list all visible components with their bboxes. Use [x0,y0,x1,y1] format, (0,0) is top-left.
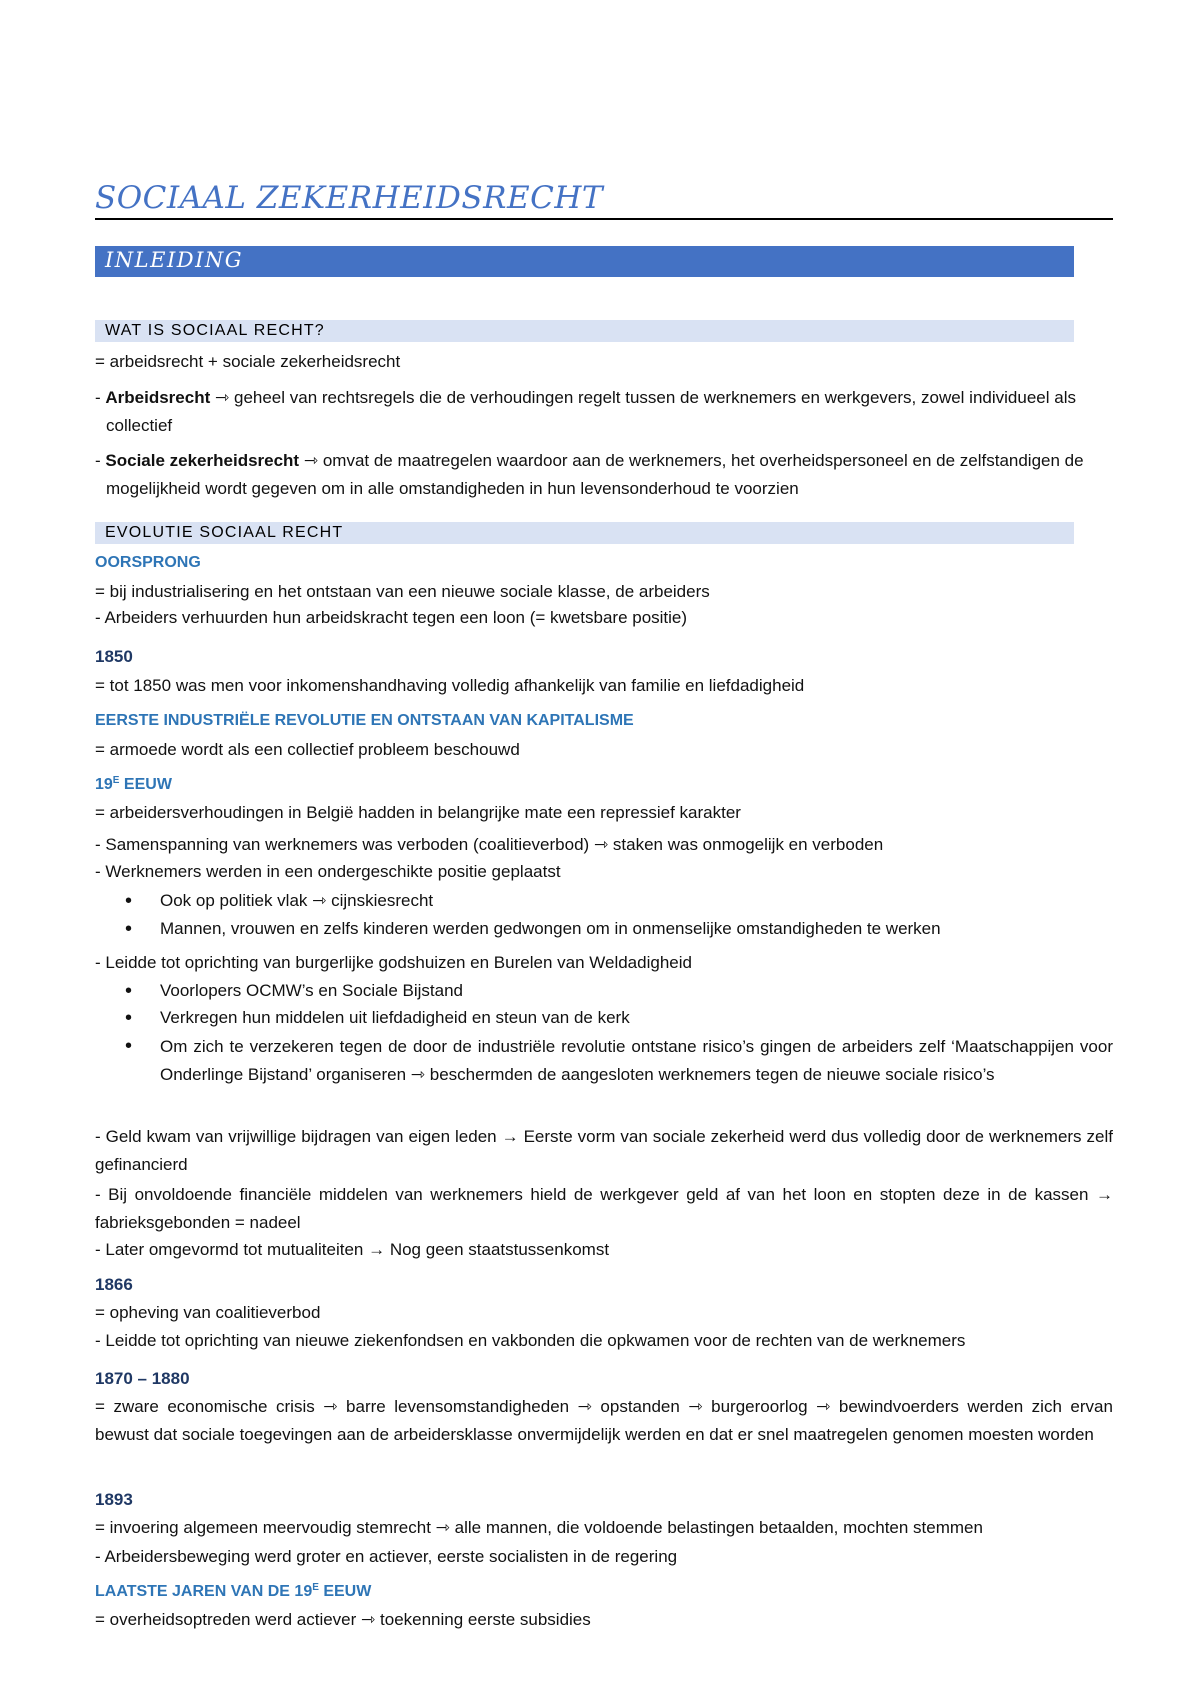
right-arrow-icon: → [501,1127,519,1146]
heading-evolutie [95,522,1074,544]
text-line: = arbeidersverhoudingen in België hadden in belangrijke mate een repressief karakter [95,803,741,822]
text-paragraph [95,1393,1113,1449]
arrow-icon: ⇾ [312,891,327,910]
arrow-icon: ⇾ [435,1518,450,1537]
text-part: Om zich te verzekeren tegen de door de industriële revolutie ontstane risico’s gingen de arbeiders zelf ‘Maatschappijen voor Onderlinge Bijstand’ organiseren [160,1037,1113,1084]
heading-evolutie-text: EVOLUTIE SOCIAAL RECHT [105,524,344,541]
arrow-icon: ⇾ [593,835,609,854]
text-line: = tot 1850 was men voor inkomenshandhaving volledig afhankelijk van familie en liefdadigheid [95,676,805,695]
heading-wat-is-text: WAT IS SOCIAAL RECHT? [105,322,325,339]
bullet-item: • Verkregen hun middelen uit liefdadigheid en steun van de kerk [160,1008,630,1028]
arbeidsrecht-term: Arbeidsrecht [105,388,211,407]
text-part: alle mannen, die voldoende belastingen betaalden, mochten stemmen [454,1518,983,1537]
subheading-19e-eeuw [95,775,172,794]
text-line [95,1610,591,1630]
text-paragraph [95,1181,1113,1237]
text-part: cijnskiesrecht [331,891,434,910]
subheading-oorsprong: OORSPRONG [95,554,201,571]
text-line: = armoede wordt als een collectief probleem beschouwd [95,740,520,759]
sz-term: Sociale zekerheidsrecht [105,451,300,470]
text-part: = zware economische crisis [95,1397,315,1416]
subheading-laatste-jaren [95,1582,371,1601]
text-part: Nog geen staatstussenkomst [389,1240,610,1259]
heading-inleiding [95,246,1074,277]
arrow-icon: ⇾ [688,1397,703,1416]
text-line: = opheving van coalitieverbod [95,1303,321,1322]
text-part: - Bij onvoldoende financiële middelen van werknemers hield de werkgever geld af van het loon en stopten deze in de kassen [95,1185,1089,1204]
text-line [95,1240,609,1260]
bullet-item: • Voorlopers OCMW’s en Sociale Bijstand [160,981,463,1001]
heading-wat-is-sociaal-recht [95,320,1074,342]
heading-inleiding-text: INLEIDING [105,248,244,272]
bullet-item: • Mannen, vrouwen en zelfs kinderen werden gedwongen om in onmenselijke omstandigheden te werken [160,919,941,939]
text-line [95,835,883,855]
arrow-icon: ⇾ [410,1065,426,1084]
text-part: bewindvoerders werden zich ervan bewust dat sociale toegevingen aan de arbeidersklasse onvermijdelijk werden en dat er snel maatregelen genomen moesten worden [95,1397,1113,1444]
text-part: Eerste vorm van sociale zekerheid werd dus volledig door de werknemers zelf gefinancierd [95,1127,1113,1174]
title-underline [95,218,1113,220]
subheading-1866: 1866 [95,1275,133,1294]
text-part: - Samenspanning van werknemers was verboden (coalitieverbod) [95,835,590,854]
bullet-item [160,891,433,911]
c19-number: 19 [95,776,113,793]
text-part: - Geld kwam van vrijwillige bijdragen van eigen leden [95,1127,497,1146]
text-line [95,1518,983,1538]
text-line: - Werknemers werden in een ondergeschikte positie geplaatst [95,862,561,881]
text-part: toekenning eerste subsidies [380,1610,591,1629]
text-part: staken was onmogelijk en verboden [612,835,884,854]
text-part: Ook op politiek vlak [160,891,308,910]
c19-label: EEUW [119,776,172,793]
subheading-1850: 1850 [95,647,133,666]
text-part: beschermden de aangesloten werknemers tegen de nieuwe sociale risico’s [429,1065,995,1084]
text-line: - Leidde tot oprichting van nieuwe ziekenfondsen en vakbonden die opkwamen voor de rechten van de werknemers [95,1331,966,1350]
text-part: = overheidsoptreden werd actiever [95,1610,357,1629]
text-part: burgeroorlog [711,1397,808,1416]
text-line: - Leidde tot oprichting van burgerlijke godshuizen en Burelen van Weldadigheid [95,953,692,972]
subheading-1870-1880: 1870 – 1880 [95,1369,190,1388]
text-part: fabrieksgebonden = nadeel [95,1213,301,1232]
text-paragraph [95,1123,1113,1179]
text-part: opstanden [600,1397,680,1416]
arrow-icon: ⇾ [215,388,230,407]
arbeidsrecht-item: - Arbeidsrecht ⇾ geheel van rechtsregels die de verhoudingen regelt tussen de werknemers en werkgevers, zowel individueel als collectief [95,388,1076,435]
text-line: - Arbeiders verhuurden hun arbeidskracht tegen een loon (= kwetsbare positie) [95,608,688,627]
definition-line: = arbeidsrecht + sociale zekerheidsrecht [95,352,401,371]
text-line: - Arbeidersbeweging werd groter en actiever, eerste socialisten in de regering [95,1547,678,1566]
text-part: barre levensomstandigheden [346,1397,570,1416]
laatste-sup: E [312,1582,319,1593]
laatste-label: LAATSTE JAREN VAN DE 19 [95,1583,313,1600]
subheading-1893: 1893 [95,1490,133,1509]
bullet-item [160,1033,1113,1089]
text-line: = bij industrialisering en het ontstaan van een nieuwe sociale klasse, de arbeiders [95,582,710,601]
arrow-icon: ⇾ [816,1397,831,1416]
text-part: - Later omgevormd tot mutualiteiten [95,1240,364,1259]
arrow-icon: ⇾ [303,451,319,470]
sociale-zekerheidsrecht-item: - Sociale zekerheidsrecht ⇾ omvat de maatregelen waardoor aan de werknemers, het overheidspersoneel en de zelfstandigen de mogelijkheid wordt gegeven om in alle omstandigheden in hun levensonderhoud te voorzien [95,451,1084,498]
arbeidsrecht-text: geheel van rechtsregels die de verhoudingen regelt tussen de werknemers en werkgevers, zowel individueel als collectief [106,388,1076,435]
right-arrow-icon: → [368,1240,386,1259]
subheading-eerste-revolutie: EERSTE INDUSTRIËLE REVOLUTIE EN ONTSTAAN VAN KAPITALISME [95,712,634,729]
sz-text: omvat de maatregelen waardoor aan de werknemers, het overheidspersoneel en de zelfstandigen de mogelijkheid wordt gegeven om in alle omstandigheden in hun levensonderhoud te voorzien [106,451,1084,498]
arrow-icon: ⇾ [577,1397,592,1416]
arrow-icon: ⇾ [361,1610,376,1629]
page-title: SOCIAAL ZEKERHEIDSRECHT [95,180,604,216]
c19-sup: E [112,775,120,786]
text-part: = invoering algemeen meervoudig stemrecht [95,1518,431,1537]
right-arrow-icon: → [1096,1185,1113,1204]
arrow-icon: ⇾ [323,1397,338,1416]
laatste-label-end: EEUW [318,1583,372,1600]
